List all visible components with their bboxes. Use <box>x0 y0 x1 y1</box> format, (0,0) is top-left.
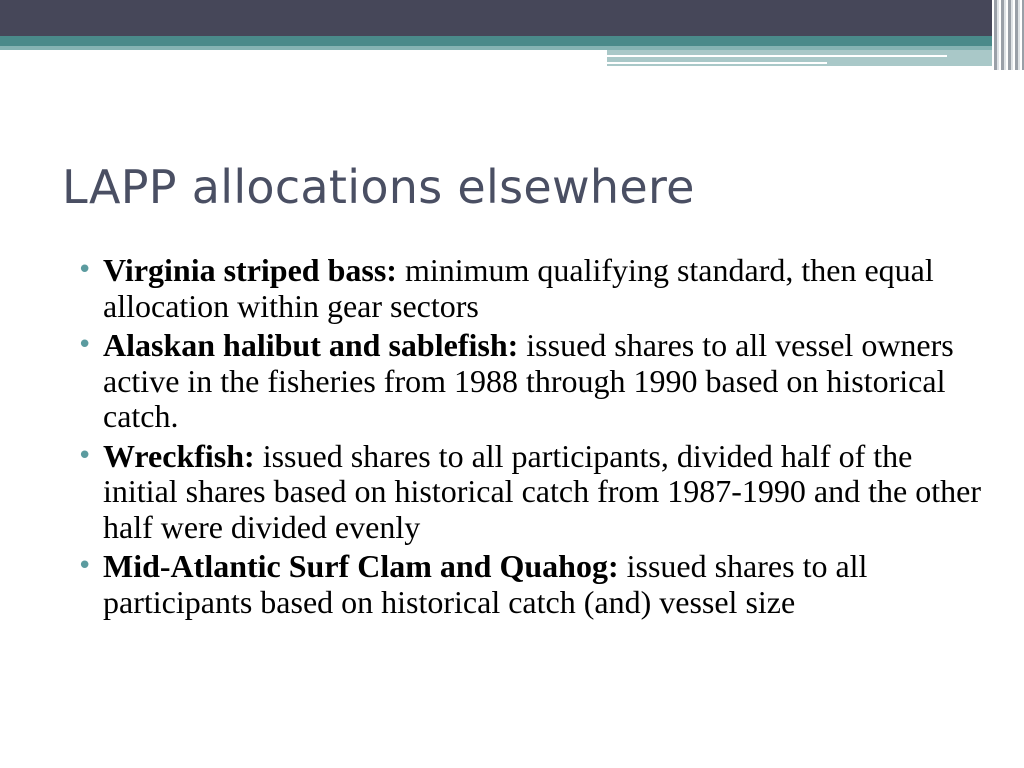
decorative-line <box>607 55 947 57</box>
bullet-item <box>77 548 983 620</box>
bullet-item <box>77 327 983 435</box>
decorative-line <box>607 62 827 64</box>
bullet-icon: • <box>77 330 93 360</box>
bullet-text: issued shares to all participants based on historical catch (and) vessel size <box>103 548 868 620</box>
bullet-text: issued shares to all participants, divided half of the initial shares based on historical catch from 1987-1990 and the other half were divided evenly <box>103 437 981 545</box>
bullet-text: issued shares to all vessel owners active in the fisheries from 1988 through 1990 based on historical catch. <box>103 327 954 434</box>
bullet-heading: Virginia striped bass: <box>103 252 397 288</box>
vertical-stripes-decoration <box>992 0 1024 70</box>
header-band <box>0 0 1024 36</box>
bullet-icon: • <box>77 440 93 471</box>
bullet-icon: • <box>77 255 93 285</box>
teal-accent-stripe <box>0 36 1024 46</box>
bullet-text: minimum qualifying standard, then equal allocation within gear sectors <box>103 252 934 324</box>
slide-title: LAPP allocations elsewhere <box>62 160 695 214</box>
bullet-item <box>77 252 983 324</box>
bullet-heading: Wreckfish: <box>103 437 255 474</box>
bullet-item <box>77 437 983 546</box>
bullet-heading: Alaskan halibut and sablefish: <box>103 327 519 363</box>
bullet-heading: Mid-Atlantic Surf Clam and Quahog: <box>103 548 619 584</box>
bullet-list <box>77 252 983 624</box>
bullet-icon: • <box>77 551 93 581</box>
